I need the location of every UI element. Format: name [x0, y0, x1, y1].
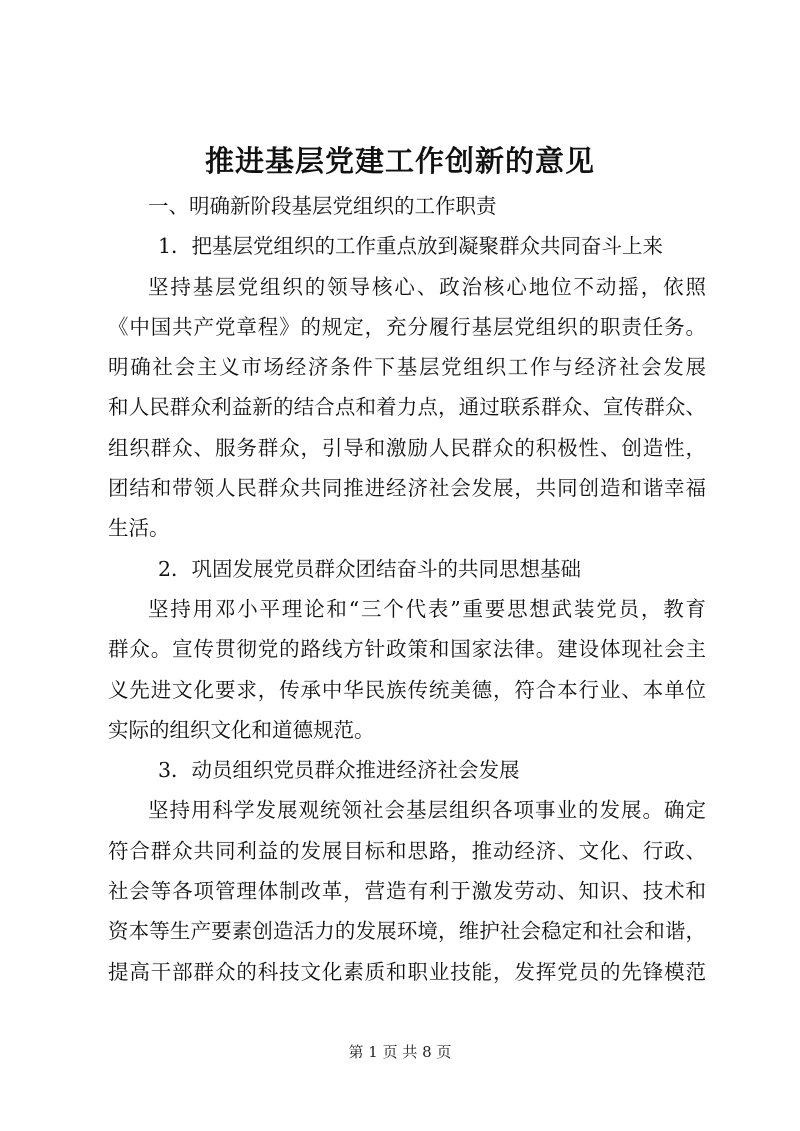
paragraph-line: 义先进文化要求，传承中华民族传统美德，符合本行业、本单位: [108, 677, 706, 702]
paragraph-line: 团结和带领人民群众共同推进经济社会发展，共同创造和谐幸福: [108, 476, 706, 501]
subsection-heading: 3．动员组织党员群众推进经济社会发展: [158, 758, 520, 783]
paragraph-line: 明确社会主义市场经济条件下基层党组织工作与经济社会发展: [108, 355, 706, 380]
subsection-heading: 2．巩固发展党员群众团结奋斗的共同思想基础: [158, 556, 582, 581]
document-body: [108, 186, 706, 992]
paragraph-line: 生活。: [108, 516, 170, 541]
paragraph-line: 提高干部群众的科技文化素质和职业技能，发挥党员的先锋模范: [108, 959, 706, 984]
paragraph-line: 群众。宣传贯彻党的路线方针政策和国家法律。建设体现社会主: [108, 637, 706, 662]
page-footer: 第 1 页 共 8 页: [348, 1043, 452, 1061]
paragraph-line: 符合群众共同利益的发展目标和思路，推动经济、文化、行政、: [108, 838, 706, 863]
paragraph-line: 坚持基层党组织的领导核心、政治核心地位不动摇，依照: [148, 274, 706, 299]
document-title: 推进基层党建工作创新的意见: [204, 144, 595, 178]
paragraph-line: 社会等各项管理体制改革，营造有利于激发劳动、知识、技术和: [108, 879, 706, 904]
paragraph-line: 资本等生产要素创造活力的发展环境，维护社会稳定和社会和谐，: [108, 919, 706, 944]
paragraph-line: 坚持用邓小平理论和“三个代表”重要思想武装党员，教育: [148, 596, 706, 621]
subsection-heading: 1．把基层党组织的工作重点放到凝聚群众共同奋斗上来: [158, 234, 664, 259]
section-heading: 一、明确新阶段基层党组织的工作职责: [148, 194, 497, 218]
paragraph-line: 实际的组织文化和道德规范。: [108, 717, 375, 742]
paragraph-line: 和人民群众利益新的结合点和着力点，通过联系群众、宣传群众、: [108, 395, 706, 420]
paragraph-line: 坚持用科学发展观统领社会基层组织各项事业的发展。确定: [148, 798, 706, 823]
paragraph-line: 组织群众、服务群众，引导和激励人民群众的积极性、创造性，: [108, 435, 706, 460]
paragraph-line: 《中国共产党章程》的规定，充分履行基层党组织的职责任务。: [108, 314, 706, 339]
